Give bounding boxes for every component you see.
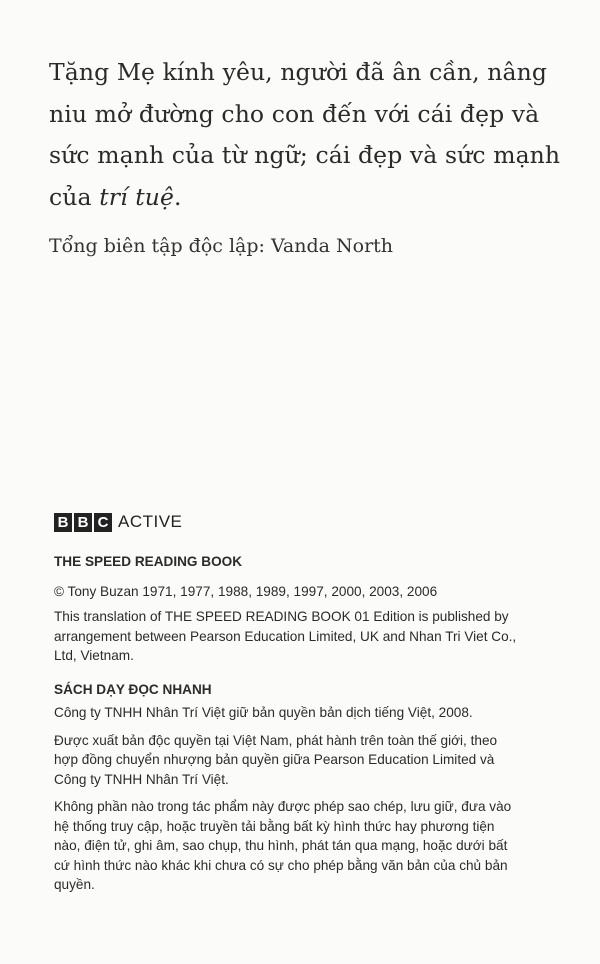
logo-suffix: ACTIVE (118, 512, 183, 531)
text-line: quyền. (54, 877, 95, 892)
bbc-active-logo (54, 512, 182, 532)
dedication (49, 52, 569, 218)
logo-letter: B (54, 513, 72, 532)
logo-letter: C (94, 513, 112, 532)
text-line: This translation of THE SPEED READING BOOK 01 Edition is published by (54, 609, 509, 624)
translation-notice (54, 607, 566, 666)
dedication-last-prefix: của (49, 182, 100, 211)
dedication-last-line (49, 177, 569, 219)
imprint (54, 552, 566, 905)
text-line: Ltd, Vietnam. (54, 648, 134, 663)
dedication-line: niu mở đường cho con đến với cái đẹp và (49, 99, 540, 128)
logo-letter: B (74, 513, 92, 532)
text-line: Công ty TNHH Nhân Trí Việt. (54, 771, 229, 787)
text-line: arrangement between Pearson Education Limited, UK and Nhan Tri Viet Co., (54, 628, 517, 644)
text-line: cứ hình thức nào khác khi chưa có sự cho phép bằng văn bản của chủ bản (54, 857, 508, 873)
copyright-line: © Tony Buzan 1971, 1977, 1988, 1989, 1997, 2000, 2003, 2006 (54, 583, 438, 599)
editor-credit: Tổng biên tập độc lập: Vanda North (49, 235, 394, 257)
english-title: THE SPEED READING BOOK (54, 554, 243, 569)
vietnamese-copyright: Công ty TNHH Nhân Trí Việt giữ bản quyền bản dịch tiếng Việt, 2008. (54, 705, 473, 720)
text-line: hợp đồng chuyển nhượng bản quyền giữa Pearson Education Limited và (54, 752, 495, 767)
text-line: hệ thống truy cập, hoặc truyền tải bằng bất kỳ hình thức hay phương tiện (54, 818, 495, 834)
rights-notice (54, 797, 566, 895)
dedication-line: Tặng Mẹ kính yêu, người đã ân cần, nâng (49, 58, 547, 86)
vietnamese-title: SÁCH DẠY ĐỌC NHANH (54, 681, 212, 697)
dedication-last-suffix: . (174, 182, 182, 211)
publication-notice (54, 731, 566, 790)
text-line: nào, điện tử, ghi âm, sao chụp, thu hình, phát tán qua mạng, hoặc dưới bất (54, 838, 508, 853)
dedication-italic-phrase: trí tuệ (99, 182, 175, 211)
text-line: Không phần nào trong tác phẩm này được phép sao chép, lưu giữ, đưa vào (54, 799, 512, 814)
dedication-line: sức mạnh của từ ngữ; cái đẹp và sức mạnh (49, 141, 561, 169)
text-line: Được xuất bản độc quyền tại Việt Nam, phát hành trên toàn thế giới, theo (54, 732, 498, 748)
